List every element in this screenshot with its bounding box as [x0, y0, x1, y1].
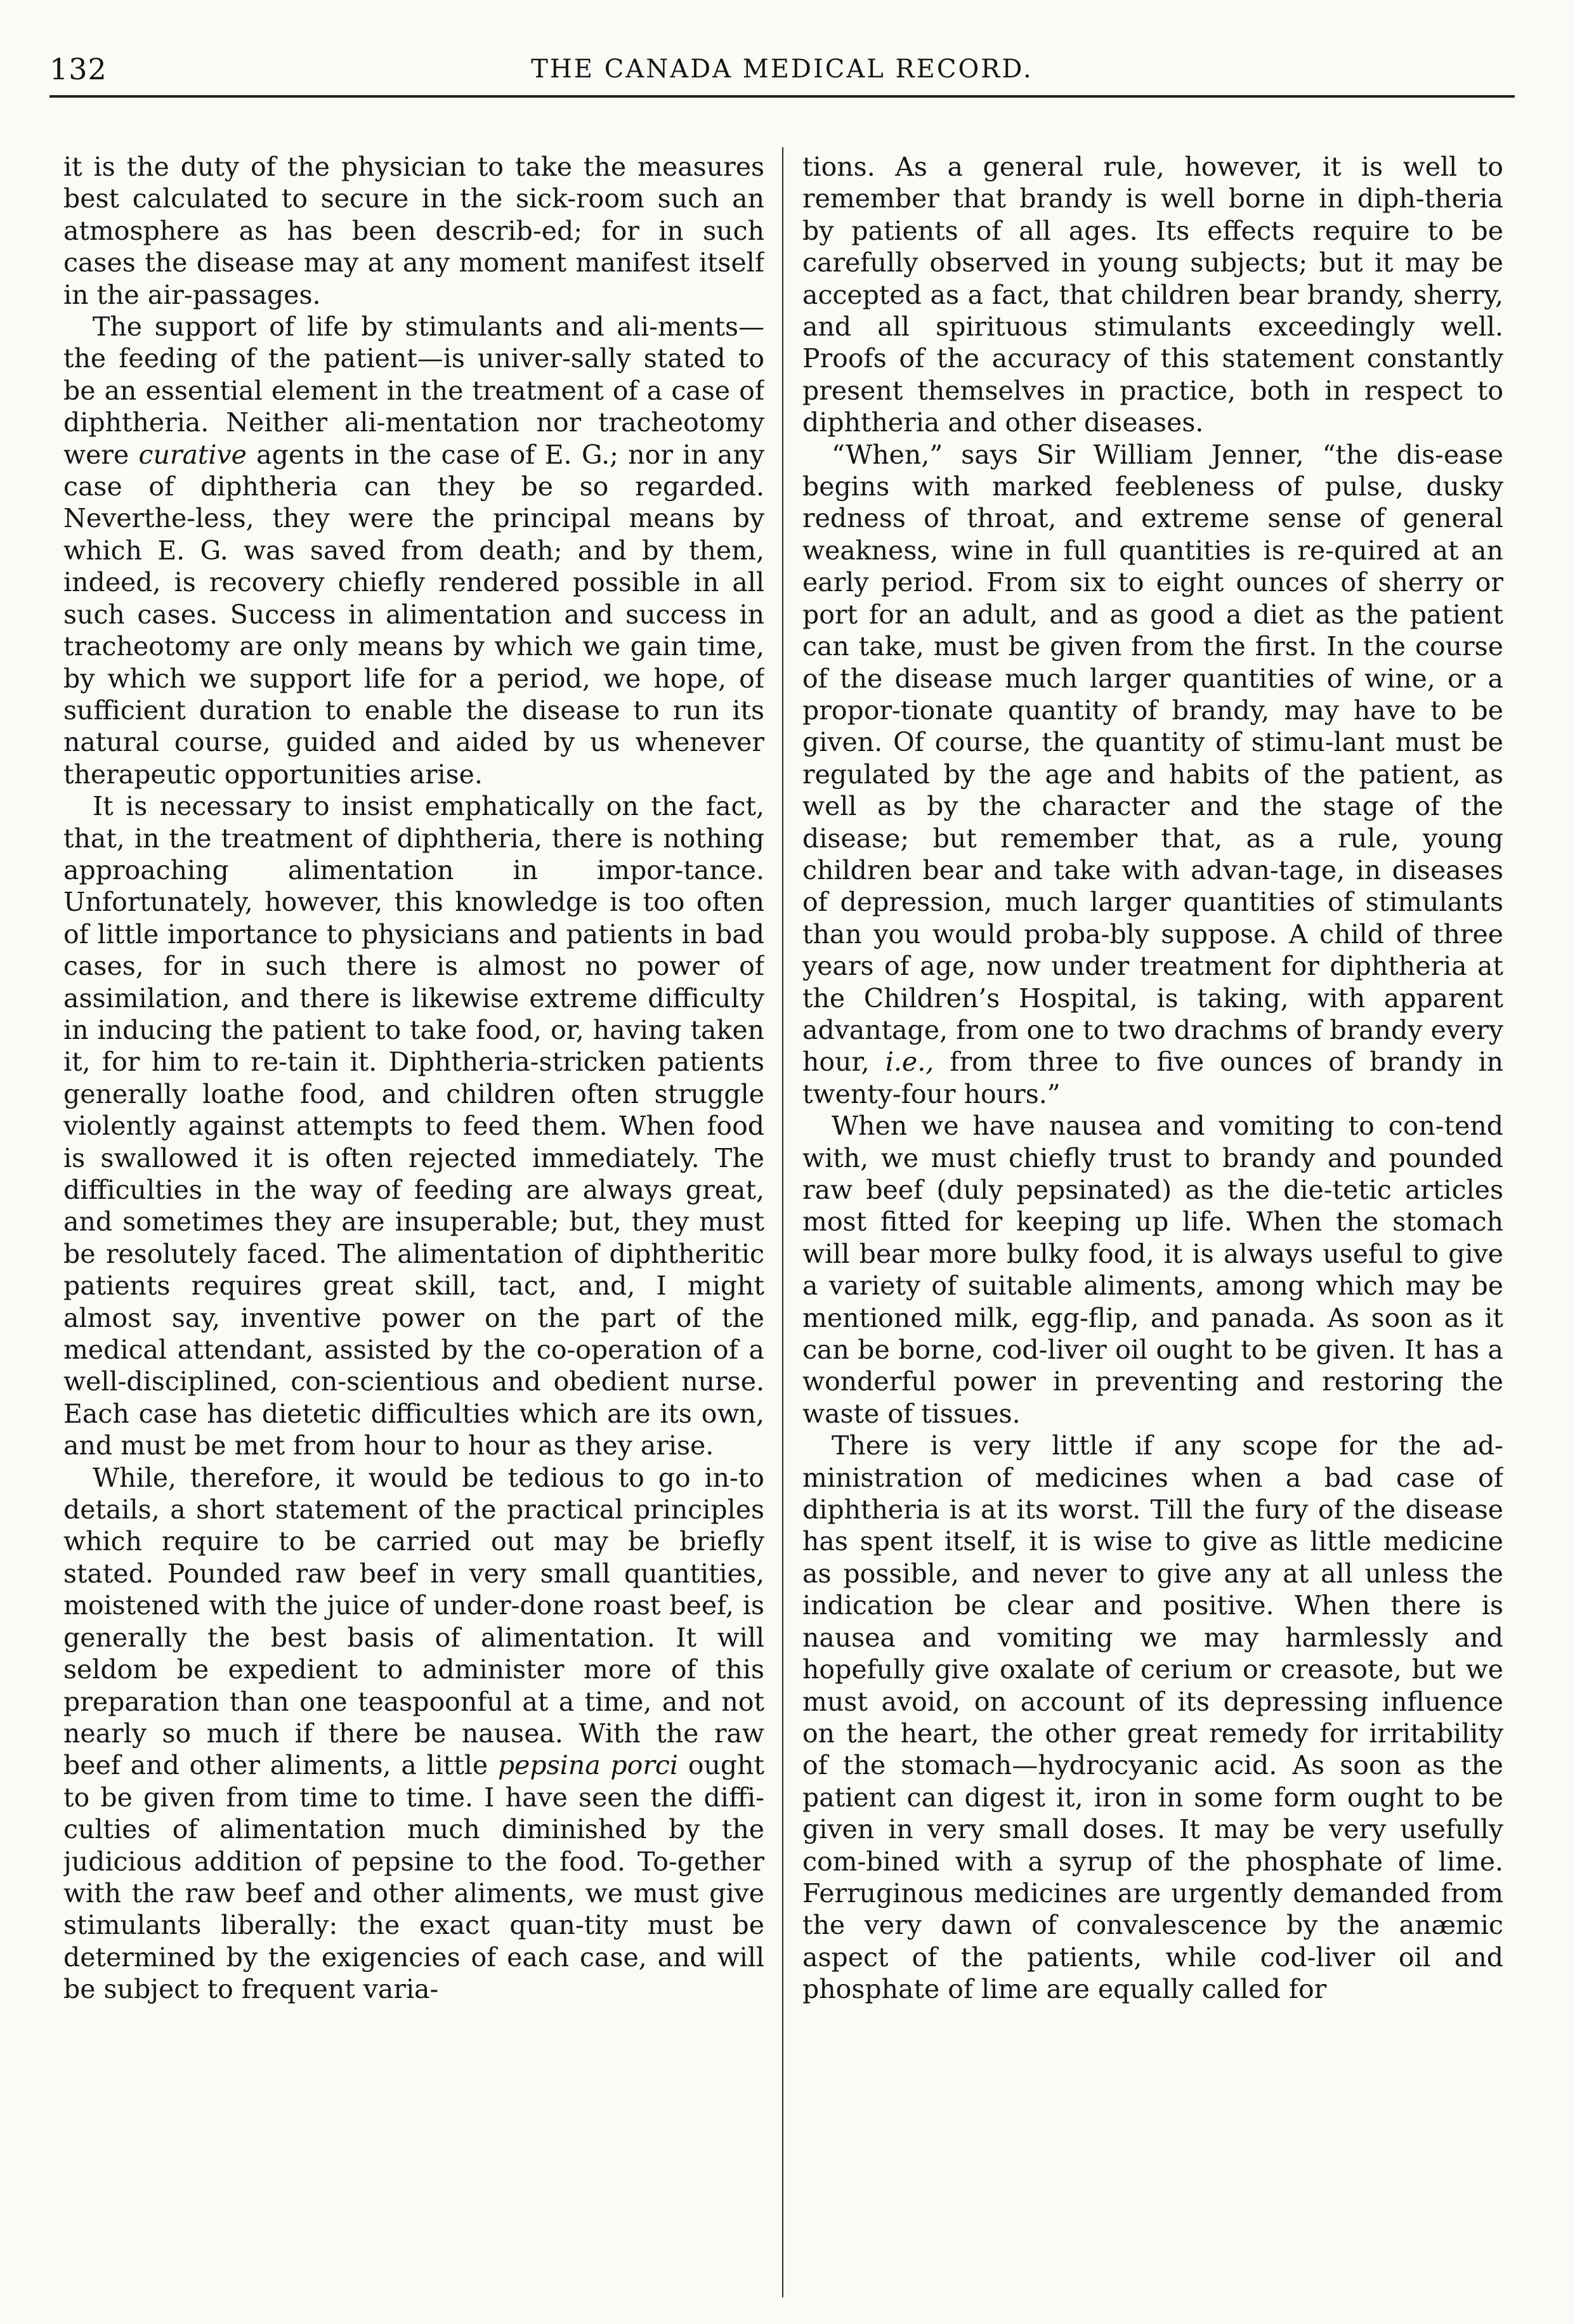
- paragraph-text: tions. As a general rule, however, it is well to remember that brandy is well borne in diph-theria by patients of all ages. Its effects require to be carefully observed in young subjects; but it may be accepted as a fact, that children bear brandy, sherry, and all spirituous stimulants exceedingly well. Proofs of the accuracy of this statement constantly present themselves in practice, both in respect to diphtheria and other diseases.: [802, 152, 1503, 438]
- paragraph-text: When we have nausea and vomiting to con-tend with, we must chiefly trust to brandy and pounded raw beef (duly pepsinated) as the die-tetic articles most fitted for keeping up life. When the stomach will bear more bulky food, it is always useful to give a variety of suitable aliments, among which may be mentioned milk, egg-flip, and panada. As soon as it can be borne, cod-liver oil ought to be given. It has a wonderful power in preventing and restoring the waste of tissues.: [802, 1111, 1503, 1429]
- page-header: [49, 46, 1515, 90]
- column-divider: [782, 147, 783, 2297]
- paragraph: [802, 151, 1503, 439]
- page-number: 132: [49, 52, 107, 86]
- italic-text: curative: [138, 439, 247, 470]
- paragraph-text: “When,” says Sir William Jenner, “the dis-ease begins with marked feebleness of pulse, dusky redness of throat, and extreme sense of general weakness, wine in full quantities is re-quired at an early period. From six to eight ounces of sherry or port for an adult, and as good a diet as the patient can take, must be given from the first. In the course of the disease much larger quantities of wine, or a propor-tionate quantity of brandy, may have to be given. Of course, the quantity of stimu-lant must be regulated by the age and habits of the patient, as well as by the character and the stage of the disease; but remember that, as a rule, young children bear and take with advan-tage, in diseases of depression, much larger quantities of stimulants than you would proba-bly suppose. A child of three years of age, now under treatment for diphtheria at the Children’s Hospital, is taking, with apparent advantage, from one to two drachms of brandy every hour,: [802, 439, 1503, 1078]
- paragraph-text: While, therefore, it would be tedious to go in-to details, a short statement of the practical principles which require to be carried out may be briefly stated. Pounded raw beef in very small quantities, moistened with the juice of under-done roast beef, is generally the best basis of alimentation. It will seldom be expedient to administer more of this preparation than one teaspoonful at a time, and not nearly so much if there be nausea. With the raw beef and other aliments, a little: [63, 1462, 764, 1781]
- italic-text: i.e.,: [885, 1047, 934, 1078]
- left-column: [63, 151, 764, 2288]
- paragraph: [63, 151, 764, 311]
- paragraph-text: agents in the case of E. G.; nor in any case of diphtheria can they be so regarded. Neverthe-less, they were the principal means by which E. G. was saved from death; and by them, indeed, is recovery chiefly rendered possible in all such cases. Success in alimentation and success in tracheotomy are only means by which we gain time, by which we support life for a period, we hope, of sufficient duration to enable the disease to run its natural course, guided and aided by us whenever therapeutic opportunities arise.: [63, 439, 764, 790]
- paragraph-text: It is necessary to insist emphatically on the fact, that, in the treatment of diphtheria, there is nothing approaching alimentation in impor-tance. Unfortunately, however, this knowledge is too often of little importance to physicians and patients in bad cases, for in such there is almost no power of assimilation, and there is likewise extreme difficulty in inducing the patient to take food, or, having taken it, for him to re-tain it. Diphtheria-stricken patients generally loathe food, and children often struggle violently against attempts to feed them. When food is swallowed it is often rejected immediately. The difficulties in the way of feeding are always great, and sometimes they are insuperable; but, they must be resolutely faced. The alimentation of diphtheritic patients requires great skill, tact, and, I might almost say, inventive power on the part of the medical attendant, assisted by the co-operation of a well-disciplined, con-scientious and obedient nurse. Each case has dietetic difficulties which are its own, and must be met from hour to hour as they arise.: [63, 791, 764, 1461]
- header-rule: [49, 95, 1515, 98]
- italic-text: pepsina porci: [497, 1750, 679, 1781]
- paragraph: [63, 1462, 764, 2006]
- paragraph-text: The support of life by stimulants and ali-ments—the feeding of the patient—is univer-sally stated to be an essential element in the treatment of a case of diphtheria. Neither ali-mentation nor tracheotomy were: [63, 311, 764, 470]
- right-column: [802, 151, 1503, 2288]
- running-head: THE CANADA MEDICAL RECORD.: [531, 55, 1033, 84]
- paragraph: [802, 439, 1503, 1111]
- paragraph: [63, 311, 764, 790]
- paragraph-text: it is the duty of the physician to take the measures best calculated to secure in the sick-room such an atmosphere as has been describ-ed; for in such cases the disease may at any moment manifest itself in the air-passages.: [63, 152, 764, 310]
- paragraph-text: There is very little if any scope for the ad-ministration of medicines when a bad case of diphtheria is at its worst. Till the fury of the disease has spent itself, it is wise to give as little medicine as possible, and never to give any at all unless the indication be clear and positive. When there is nausea and vomiting we may harmlessly and hopefully give oxalate of cerium or creasote, but we must avoid, on account of its depressing influence on the heart, the other great remedy for irritability of the stomach—hydrocyanic acid. As soon as the patient can digest it, iron in some form ought to be given in very small doses. It may be very usefully com-bined with a syrup of the phosphate of lime. Ferruginous medicines are urgently demanded from the very dawn of convalescence by the anæmic aspect of the patients, while cod-liver oil and phosphate of lime are equally called for: [802, 1430, 1503, 2005]
- paragraph-text: ought to be given from time to time. I have seen the diffi-culties of alimentation much diminished by the judicious addition of pepsine to the food. To-gether with the raw beef and other aliments, we must give stimulants liberally: the exact quan-tity must be determined by the exigencies of each case, and will be subject to frequent varia-: [63, 1750, 764, 2005]
- paragraph: [63, 790, 764, 1462]
- paragraph-text: from three to five ounces of brandy in twenty-four hours.”: [802, 1047, 1503, 1109]
- paragraph: [802, 1110, 1503, 1430]
- paragraph: [802, 1430, 1503, 2005]
